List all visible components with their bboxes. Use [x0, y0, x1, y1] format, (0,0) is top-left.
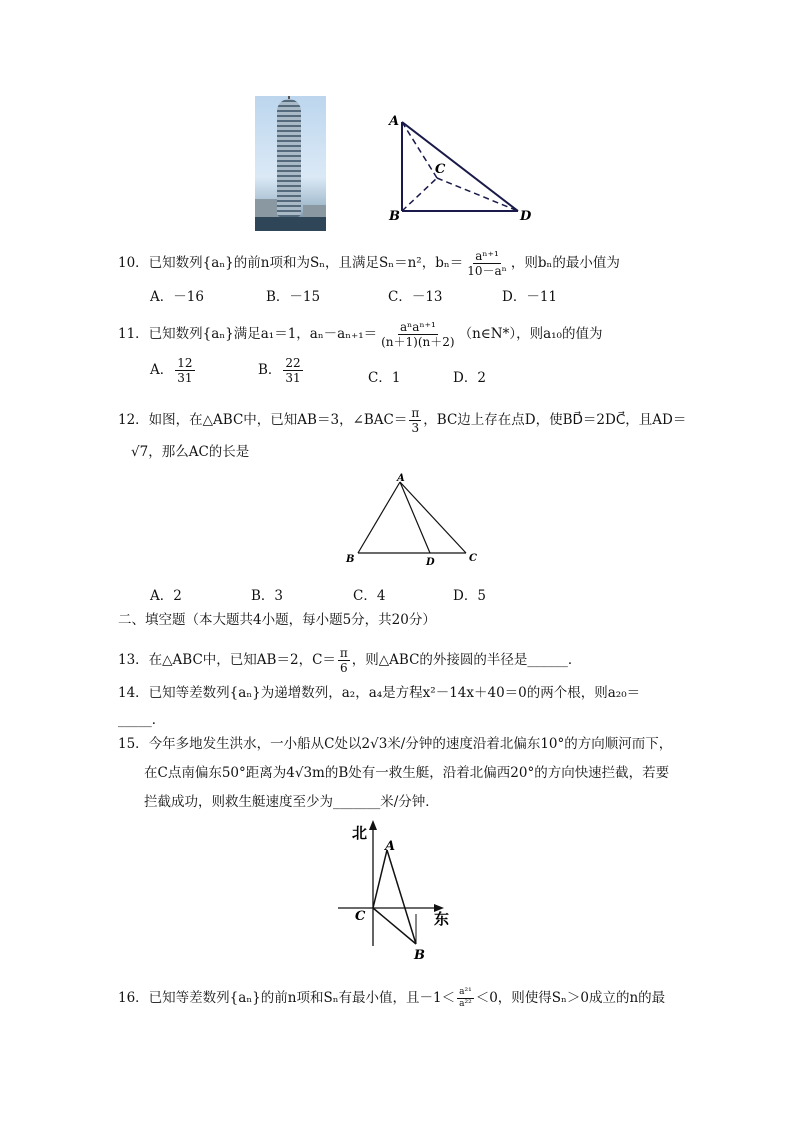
q11-option-a-num: 12 — [177, 356, 193, 370]
q13-fraction — [338, 646, 350, 675]
q15-line3: 拦截成功，则救生艇速度至少为_______米/分钟． — [144, 794, 439, 810]
q16-stem — [118, 987, 665, 1010]
q14-line2: _____． — [118, 712, 166, 728]
q11-option-b-prefix: B． — [258, 362, 282, 378]
navigation-figure — [330, 818, 460, 968]
edge-ad — [402, 122, 518, 211]
label-c: C — [435, 162, 446, 177]
q12-stem-line2: √7，那么AC的长是 — [131, 444, 250, 460]
q11-frac-num: aⁿaⁿ⁺¹ — [399, 320, 436, 334]
triangle-abc-figure — [340, 470, 490, 570]
city-block-right — [303, 205, 326, 217]
label-d: D — [426, 557, 435, 568]
q10-option-a: A．－16 — [150, 289, 204, 305]
edge-ac — [402, 122, 437, 178]
edge-ab — [358, 482, 400, 553]
edge-cd — [437, 178, 518, 211]
water — [255, 217, 326, 231]
q13-text-a: 13．在△ABC中，已知AB＝2，C＝ — [118, 652, 336, 668]
q12-option-c: C．4 — [353, 588, 386, 604]
label-d: D — [520, 209, 532, 224]
label-a: A — [389, 114, 400, 129]
q13-frac-den: 6 — [340, 661, 348, 675]
q11-option-b-num: 22 — [285, 356, 301, 370]
q11-option-d: D．2 — [453, 370, 486, 386]
q10-text-b: ，则bₙ的最小值为 — [510, 255, 620, 271]
q11-fraction — [379, 320, 456, 349]
tetrahedron-figure — [380, 110, 540, 230]
q11-text-b: （n∈N*），则a₁₀的值为 — [458, 326, 603, 342]
q11-option-b-fraction — [283, 356, 302, 385]
q10-option-c: C．－13 — [388, 289, 443, 305]
q11-option-a-fraction — [175, 356, 194, 385]
label-a: A — [397, 473, 405, 484]
q16-fraction — [457, 987, 474, 1010]
q16-frac-den: a²² — [459, 999, 472, 1009]
q15-line2: 在C点南偏东50°距离为4√3m的B处有一救生艇，沿着北偏西20°的方向快速拦截，若要 — [144, 765, 670, 781]
label-a: A — [385, 839, 396, 854]
label-b: B — [389, 209, 400, 224]
q12-text-b: ，BC边上存在点D，使BD⃗＝2DC⃗，且AD＝ — [423, 412, 687, 428]
segment-ad — [400, 482, 430, 553]
edge-bc — [402, 178, 437, 211]
q11-option-b-den: 31 — [285, 371, 301, 385]
q11-option-a-prefix: A． — [150, 362, 174, 378]
q13-stem — [118, 646, 581, 675]
q12-stem-line1 — [118, 406, 686, 435]
q10-option-b: B．－15 — [266, 289, 321, 305]
q12-option-d: D．5 — [453, 588, 486, 604]
q16-frac-num: a²¹ — [459, 987, 472, 997]
q15-line1: 15．今年多地发生洪水，一小船从C处以2√3米/分钟的速度沿着北偏东10°的方向顺河而下， — [118, 736, 673, 752]
segment-cb — [373, 908, 416, 944]
q10-text-a: 10．已知数列{aₙ}的前n项和为Sₙ，且满足Sₙ＝n²，bₙ＝ — [118, 255, 464, 271]
city-block-left — [255, 199, 277, 217]
label-b: B — [346, 554, 355, 565]
q10-frac-num: aⁿ⁺¹ — [475, 249, 499, 263]
tower-building — [277, 99, 301, 217]
q12-frac-den: 3 — [411, 421, 420, 435]
q12-fraction — [409, 406, 421, 435]
q10-fraction — [465, 249, 509, 278]
q12-option-a: A．2 — [150, 588, 182, 604]
label-b: B — [414, 948, 425, 963]
q14-line1: 14．已知等差数列{aₙ}为递增数列，a₂，a₄是方程x²－14x＋40＝0的两个根，则a₂₀＝ — [118, 685, 641, 701]
q16-text-a: 16．已知等差数列{aₙ}的前n项和Sₙ有最小值，且－1＜ — [118, 990, 456, 1006]
q10-stem — [118, 249, 620, 278]
label-east: 东 — [434, 910, 450, 928]
q12-option-b: B．3 — [251, 588, 284, 604]
q10-frac-den: 10－aⁿ — [467, 264, 507, 278]
q11-stem — [118, 320, 602, 349]
q11-option-a-den: 31 — [177, 371, 193, 385]
section-title: 二、填空题（本大题共4小题，每小题5分，共20分） — [118, 612, 436, 628]
q12-text-a: 12．如图，在△ABC中，已知AB＝3，∠BAC＝ — [118, 412, 408, 428]
tower-photo — [255, 96, 326, 231]
q16-text-b: ＜0，则使得Sₙ＞0成立的n的最 — [475, 990, 666, 1006]
q12-frac-num: π — [411, 406, 420, 420]
q11-option-a — [150, 356, 197, 385]
q13-text-b: ，则△ABC的外接圆的半径是______． — [351, 652, 582, 668]
q13-frac-num: π — [339, 646, 348, 660]
q11-option-b — [258, 356, 305, 385]
q11-frac-den: (n＋1)(n＋2) — [381, 335, 455, 349]
q11-text-a: 11．已知数列{aₙ}满足a₁＝1，aₙ－aₙ₊₁＝ — [118, 326, 378, 342]
north-arrow-icon — [369, 820, 377, 830]
q11-option-c: C．1 — [368, 370, 401, 386]
label-c: C — [355, 909, 366, 924]
segment-ab — [387, 850, 416, 944]
label-north: 北 — [352, 824, 368, 842]
q10-option-d: D．－11 — [502, 289, 558, 305]
label-c: C — [469, 553, 477, 564]
segment-ca — [373, 850, 387, 908]
edge-ac — [400, 482, 466, 553]
